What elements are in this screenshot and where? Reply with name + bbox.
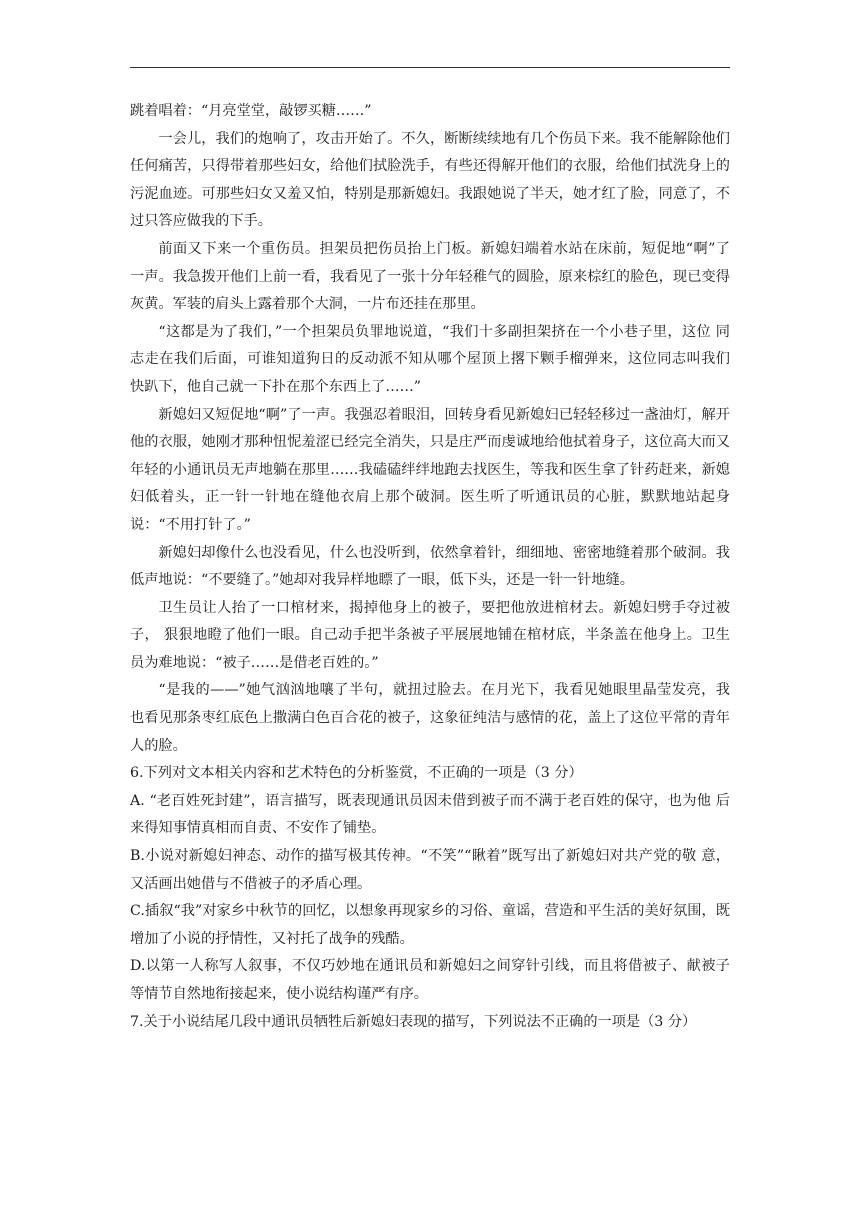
paragraph-7: 卫生员让人抬了一口棺材来，揭掉他身上的被子，要把他放进棺材去。新媳妇劈手夺过被子， 狠狠地瞪了他们一眼。自己动手把半条被子平展展地铺在棺材底，半条盖在他身上。卫生员为难地说：“被子……是借老百姓的。” xyxy=(130,599,730,671)
question-6-option-c: C.插叙“我”对家乡中秋节的回忆，以想象再现家乡的习俗、童谣，营造和平生活的美好氛围，既增加了小说的抒情性，又衬托了战争的残酷。 xyxy=(130,903,730,947)
header-rule xyxy=(130,67,730,68)
paragraph-3: 前面又下来一个重伤员。担架员把伤员抬上门板。新媳妇端着水站在床前，短促地“啊”了 一声。我急拨开他们上前一看，我看见了一张十分年轻稚气的圆脸，原来棕红的脸色，现已变得 灰黄。军装的肩头上露着那个大洞，一片布还挂在那里。 xyxy=(130,240,730,313)
paragraph-6: 新媳妇却像什么也没看见，什么也没听到，依然拿着针，细细地、密密地缝着那个破洞。我低声地说：“不要缝了。”她却对我异样地瞟了一眼，低下头，还是一针一针地缝。 xyxy=(130,544,730,589)
paragraph-4: “这都是为了我们，”一个担架员负罪地说道，“我们十多副担架挤在一个小巷子里，这位 同志走在我们后面，可谁知道狗日的反动派不知从哪个屋顶上撂下颗手榴弹来，这位同志叫我们 快趴下，他自己就一下扑在那个东西上了……” xyxy=(130,323,730,395)
question-6-option-d: D.以第一人称写人叙事，不仅巧妙地在通讯员和新媳妇之间穿针引线，而且将借被子、献被子 等情节自然地衔接起来，使小说结构谨严有序。 xyxy=(130,958,730,1002)
question-6-option-b: B.小说对新媳妇神态、动作的描写极其传神。“不笑”“瞅着”既写出了新媳妇对共产党的敬 意，又活画出她借与不借被子的矛盾心理。 xyxy=(130,848,730,892)
paragraph-5: 新媳妇又短促地“啊”了一声。我强忍着眼泪，回转身看见新媳妇已轻轻移过一盏油灯，解开他的衣服，她刚才那种忸怩羞涩已经完全消失，只是庄严而虔诚地给他拭着身子，这位高大而又年轻的小通讯员无声地躺在那里……我磕磕绊绊地跑去找医生，等我和医生拿了针药赶来，新媳妇低着头，正一针一针地在缝他衣肩上那个破洞。医生听了听通讯员的心脏，默默地站起身说：“不用打针了。” xyxy=(130,406,730,533)
paragraph-8: “是我的——”她气汹汹地嚷了半句，就扭过脸去。在月光下，我看见她眼里晶莹发亮，我 也看见那条枣红底色上撒满白色百合花的被子，这象征纯洁与感情的花，盖上了这位平常的青年 人的脸。 xyxy=(130,682,730,754)
document-body xyxy=(130,98,730,1036)
question-6-stem: 6.下列对文本相关内容和艺术特色的分析鉴赏，不正确的一项是（3 分） xyxy=(130,765,583,782)
paragraph-1: 跳着唱着：“月亮堂堂，敲锣买糖……” xyxy=(130,103,372,119)
question-6-option-a: A. “老百姓死封建”，语言描写，既表现通讯员因未借到被子而不满于老百姓的保守，也为他 后来得知事情真相而自责、不安作了铺垫。 xyxy=(130,792,730,837)
paragraph-2: 一会儿，我们的炮响了，攻击开始了。不久，断断续续地有几个伤员下来。我不能解除他们 任何痛苦，只得带着那些妇女，给他们拭脸洗手，有些还得解开他们的衣服，给他们拭洗身上的 污泥血迹。可那些妇女又羞又怕，特别是那新媳妇。我跟她说了半天，她才红了脸，同意了，不 过只答应做我的下手。 xyxy=(130,130,730,230)
question-7-stem: 7.关于小说结尾几段中通讯员牺牲后新媳妇表现的描写，下列说法不正确的一项是（3 分） xyxy=(130,1013,697,1030)
